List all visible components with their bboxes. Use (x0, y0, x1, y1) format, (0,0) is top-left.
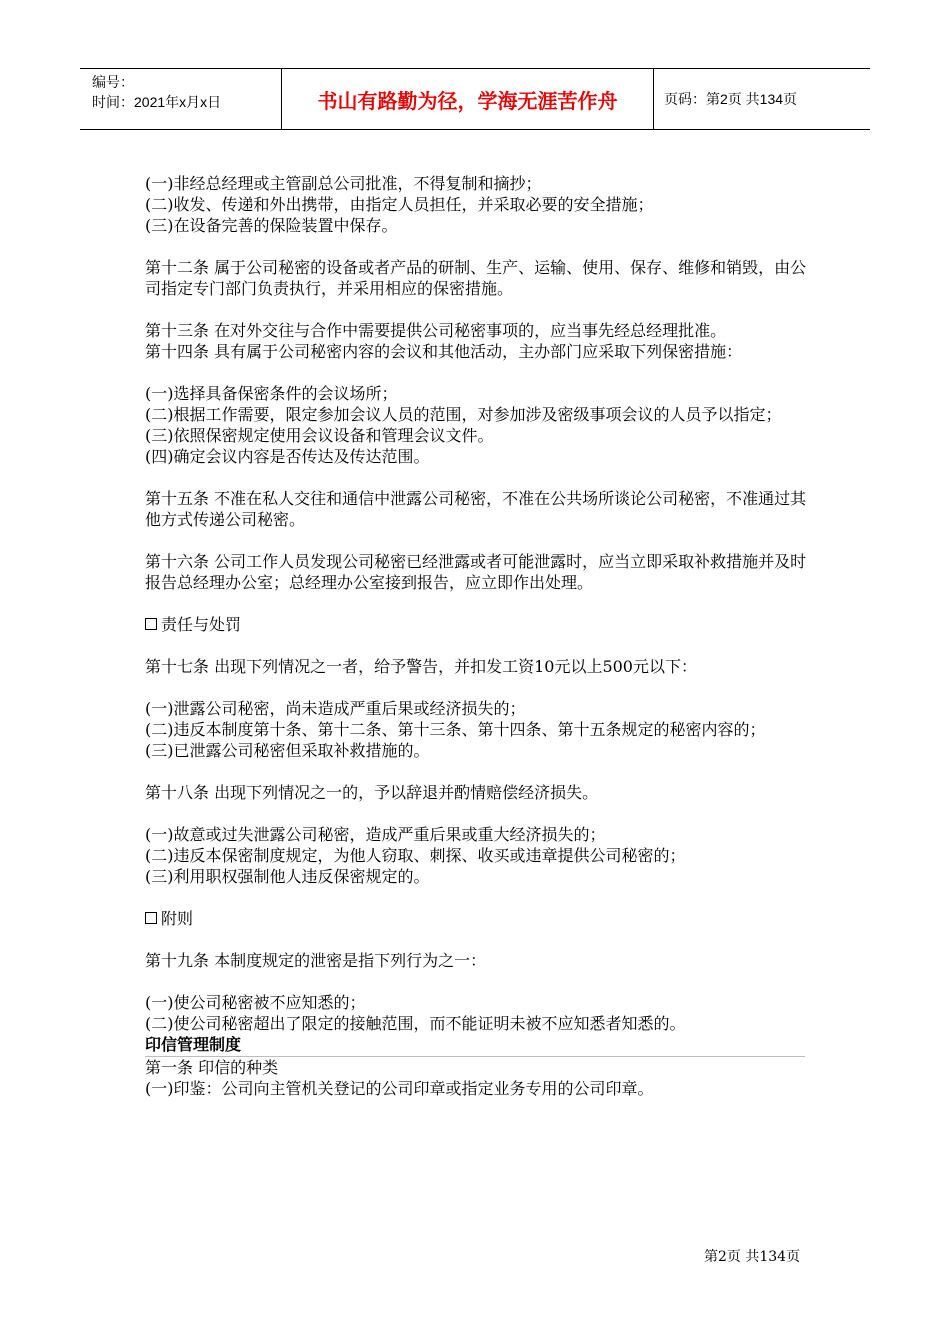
paragraph: (三)已泄露公司秘密但采取补救措施的。 (145, 741, 430, 760)
header-meta (80, 69, 282, 129)
paragraph: (一)选择具备保密条件的会议场所； (145, 384, 398, 403)
paragraph: (二)违反本制度第十条、第十二条、第十三条、第十四条、第十五条规定的秘密内容的； (145, 720, 766, 739)
paragraph: (四)确定会议内容是否传达及传达范围。 (145, 447, 430, 466)
article-17: 第十七条 出现下列情况之一者，给予警告，并扣发工资10元以上500元以下： (145, 657, 697, 676)
header-page-number: 页码：第2页 共134页 (664, 91, 798, 107)
chapter-heading-text: 附则 (161, 909, 194, 928)
section-title: 印信管理制度 (145, 1034, 805, 1057)
paragraph: (二)收发、传递和外出携带，由指定人员担任，并采取必要的安全措施； (145, 195, 654, 214)
page-header (80, 68, 870, 130)
paragraph: (一)故意或过失泄露公司秘密，造成严重后果或重大经济损失的； (145, 825, 606, 844)
article-14: 第十四条 具有属于公司秘密内容的会议和其他活动，主办部门应采取下列保密措施： (145, 342, 743, 361)
page-footer: 第2页 共134页 (704, 1249, 801, 1265)
article-16: 第十六条 公司工作人员发现公司秘密已经泄露或者可能泄露时，应当立即采取补救措施并及时报告总经理办公室；总经理办公室接到报告，应立即作出处理。 (145, 552, 807, 592)
document-date: 时间：2021年x月x日 (92, 94, 222, 110)
paragraph: (一)使公司秘密被不应知悉的； (145, 993, 366, 1012)
article-12: 第十二条 属于公司秘密的设备或者产品的研制、生产、运输、使用、保存、维修和销毁，由公司指定专门部门负责执行，并采用相应的保密措施。 (145, 258, 807, 298)
chapter-heading-text: 责任与处罚 (161, 615, 242, 634)
paragraph: (二)违反本保密制度规定，为他人窃取、刺探、收买或违章提供公司秘密的； (145, 846, 686, 865)
chapter-heading (145, 614, 810, 635)
paragraph: (一)印鉴：公司向主管机关登记的公司印章或指定业务专用的公司印章。 (145, 1079, 654, 1098)
checkbox-bullet-icon (145, 912, 157, 924)
chapter-heading (145, 908, 810, 929)
document-number: 编号： (92, 74, 134, 90)
paragraph: (三)依照保密规定使用会议设备和管理会议文件。 (145, 426, 494, 445)
article-18: 第十八条 出现下列情况之一的，予以辞退并酌情赔偿经济损失。 (145, 783, 599, 802)
paragraph: (二)使公司秘密超出了限定的接触范围，而不能证明未被不应知悉者知悉的。 (145, 1014, 686, 1033)
paragraph: (三)利用职权强制他人违反保密规定的。 (145, 867, 430, 886)
article-1: 第一条 印信的种类 (145, 1058, 279, 1077)
paragraph: (一)泄露公司秘密，尚未造成严重后果或经济损失的； (145, 699, 526, 718)
article-19: 第十九条 本制度规定的泄密是指下列行为之一： (145, 951, 487, 970)
document-body (145, 173, 810, 1099)
paragraph: (二)根据工作需要，限定参加会议人员的范围，对参加涉及密级事项会议的人员予以指定； (145, 405, 782, 424)
header-motto: 书山有路勤为径，学海无涯苦作舟 (282, 69, 654, 129)
checkbox-bullet-icon (145, 618, 157, 630)
article-13: 第十三条 在对外交往与合作中需要提供公司秘密事项的，应当事先经总经理批准。 (145, 321, 727, 340)
article-15: 第十五条 不准在私人交往和通信中泄露公司秘密，不准在公共场所谈论公司秘密，不准通过其他方式传递公司秘密。 (145, 489, 807, 529)
paragraph: (一)非经总经理或主管副总公司批准，不得复制和摘抄； (145, 174, 542, 193)
paragraph: (三)在设备完善的保险装置中保存。 (145, 216, 398, 235)
